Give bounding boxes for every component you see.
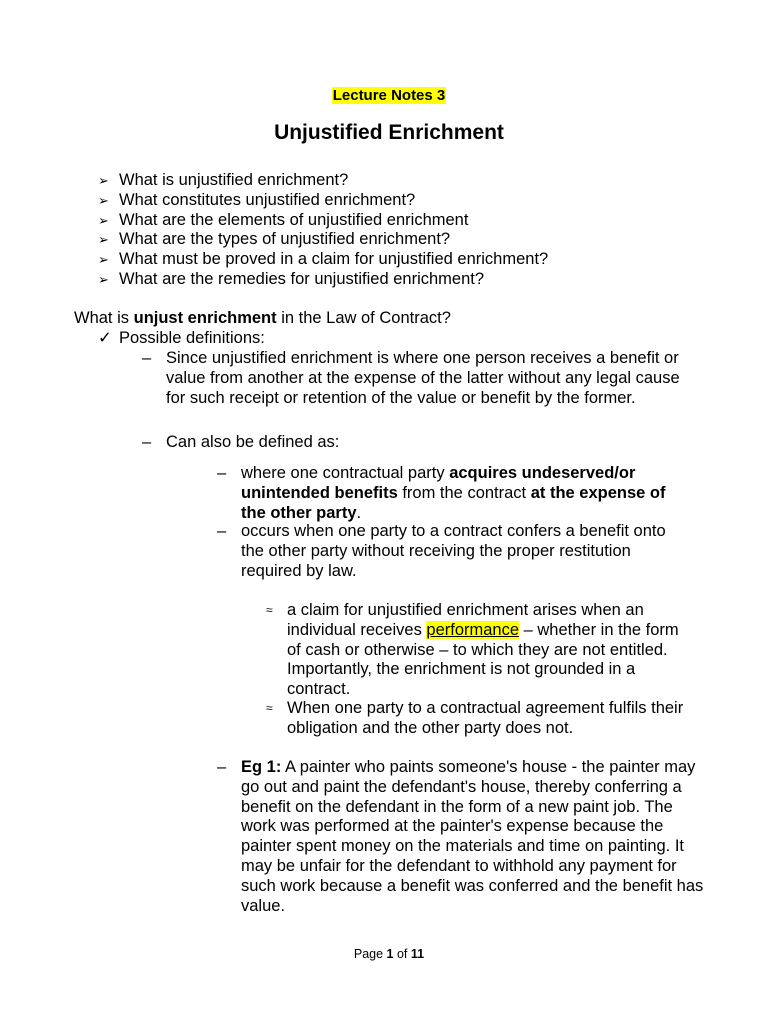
intro-question xyxy=(74,309,451,329)
dash-bullet: – xyxy=(217,758,227,776)
definition-text: Since unjustified enrichment is where one person receives a benefit or value from another at the expense of the latter without any legal cause for such receipt or retention of the value or benefit by the former. xyxy=(166,349,680,407)
footer-of-word: of xyxy=(396,947,408,961)
arrowhead-bullet-icon: ➢ xyxy=(98,173,109,188)
footer-page-number: 1 xyxy=(386,947,394,961)
intro-post: in the Law of Contract? xyxy=(276,309,451,327)
claim-post: – whether in the form of cash or otherwise – to which they are not entitled. Importantly, the enrichment is not grounded in a contract. xyxy=(287,620,679,699)
example-label: Eg 1: xyxy=(241,758,282,776)
example-body: A painter who paints someone's house - the painter may go out and paint the defendant's house, thereby conferring a benefit on the defendant in the form of a new paint job. The work was performed at the painter's expense because the painter spent money on the materials and time on painting. It may be unfair for the defendant to withhold any payment for such work because a benefit was conferred and the benefit has value. xyxy=(241,758,704,915)
claim-pre: a claim for unjustified enrichment arises when an individual receives xyxy=(287,601,644,639)
sub-definition-text xyxy=(241,464,691,523)
list-item xyxy=(98,211,698,231)
list-item xyxy=(98,250,698,270)
lecture-label xyxy=(0,87,768,105)
sub-definition-text: occurs when one party to a contract confers a benefit onto the other party without receiving the proper restitution required by law. xyxy=(241,522,666,580)
sub-text: from the contract xyxy=(397,483,531,502)
sub-bold: at the expense of the other party xyxy=(241,483,666,522)
sub-text: . xyxy=(356,503,362,522)
claim-text xyxy=(287,601,682,700)
dash-bullet: – xyxy=(142,349,152,367)
dash-bullet: – xyxy=(217,522,227,540)
lecture-label-text: Lecture Notes 3 xyxy=(332,87,446,104)
arrowhead-bullet-icon: ➢ xyxy=(98,192,109,208)
claim-text: When one party to a contractual agreement fulfils their obligation and the other party does not. xyxy=(287,699,684,737)
question-text: What are the types of unjustified enrichment? xyxy=(119,230,451,249)
question-text: What are the elements of unjustified enrichment xyxy=(119,210,469,229)
arrowhead-bullet-icon: ➢ xyxy=(98,271,109,287)
intro-bold: unjust enrichment xyxy=(133,309,277,327)
footer-page-total: 11 xyxy=(410,947,425,961)
question-text: What are the remedies for unjustified enrichment? xyxy=(119,269,485,288)
example-text xyxy=(241,758,705,916)
list-item xyxy=(98,270,698,290)
dash-bullet: – xyxy=(217,464,227,482)
intro-pre: What is xyxy=(74,309,134,327)
footer-page-word: Page xyxy=(353,947,384,961)
definition-text: Can also be defined as: xyxy=(166,433,340,451)
arrowhead-bullet-icon: ➢ xyxy=(98,252,109,268)
arrowhead-bullet-icon: ➢ xyxy=(98,232,109,248)
list-item xyxy=(98,230,698,250)
possible-definitions-text: Possible definitions: xyxy=(119,329,265,347)
question-text: What constitutes unjustified enrichment? xyxy=(119,190,416,209)
question-text: What must be proved in a claim for unjustified enrichment? xyxy=(119,250,549,269)
document-title: Unjustified Enrichment xyxy=(274,121,504,144)
wave-bullet-icon: ≈ xyxy=(266,603,273,617)
question-text: What is unjustified enrichment? xyxy=(119,171,349,189)
list-item xyxy=(98,171,698,191)
arrowhead-bullet-icon: ➢ xyxy=(98,212,109,228)
dash-bullet: – xyxy=(142,433,152,451)
sub-bold: acquires undeserved/or unintended benefits xyxy=(241,464,636,502)
question-list xyxy=(98,171,698,290)
highlighted-term: performance xyxy=(426,620,520,639)
page-footer xyxy=(0,946,768,962)
wave-bullet-icon: ≈ xyxy=(266,701,273,715)
sub-text: where one contractual party xyxy=(241,464,450,482)
list-item xyxy=(98,191,698,211)
checkmark-icon: ✓ xyxy=(98,329,112,347)
